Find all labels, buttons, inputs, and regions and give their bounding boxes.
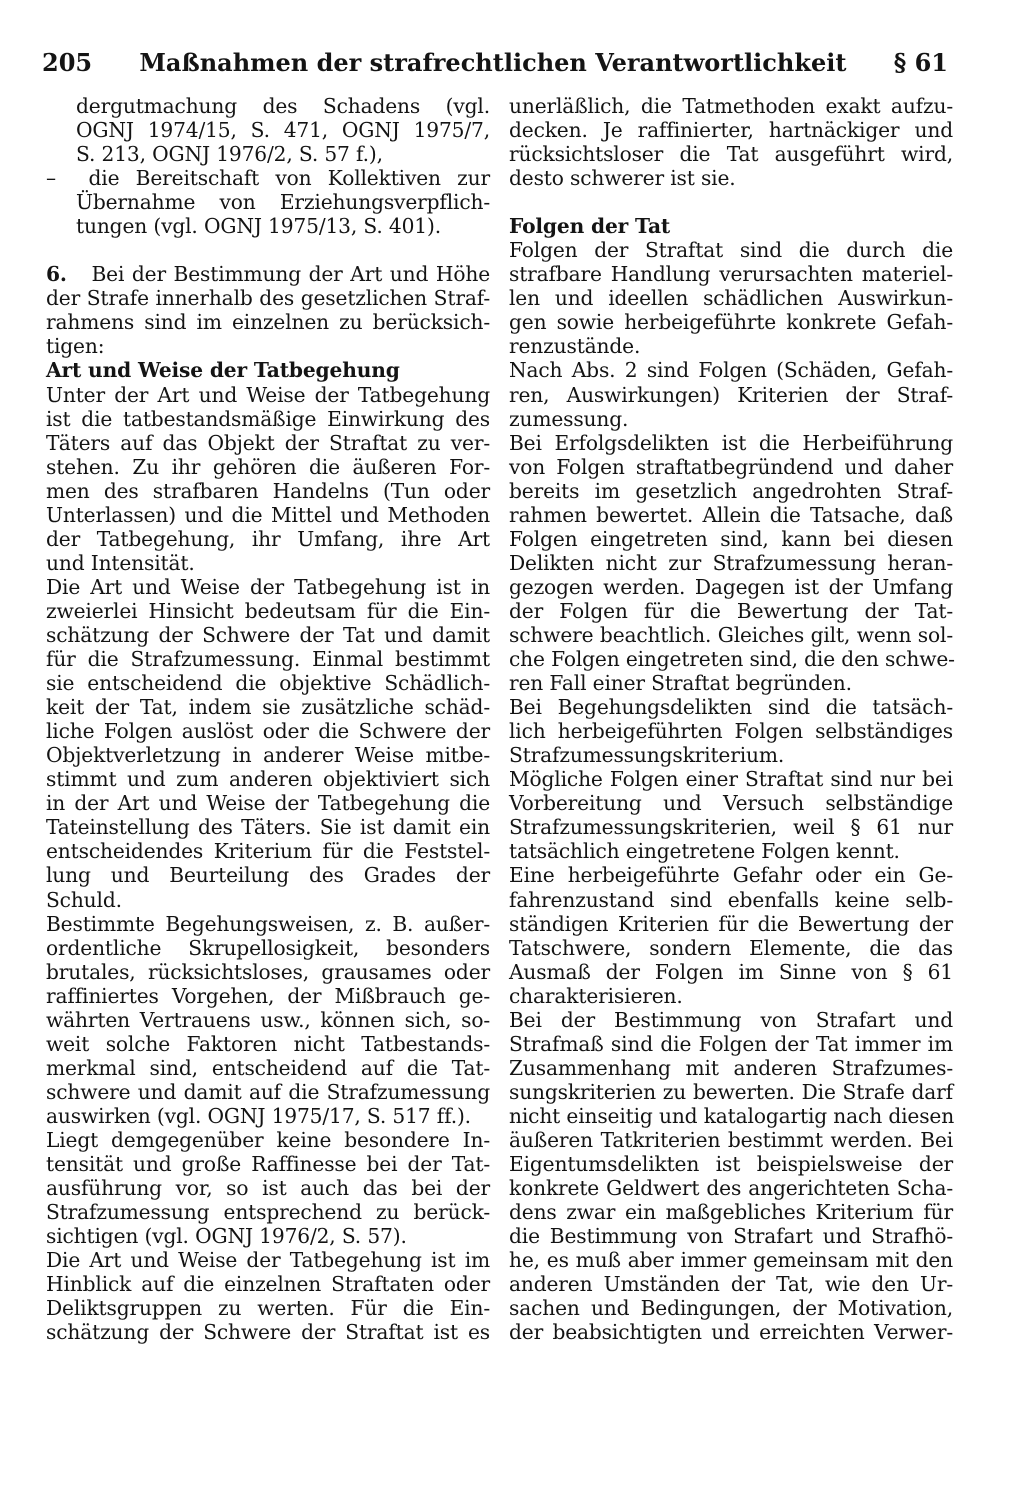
text-line: weit solche Faktoren nicht Tatbestands- xyxy=(46,1031,490,1056)
bullet-item xyxy=(46,166,490,238)
text-line: in der Art und Weise der Tatbegehung die xyxy=(46,791,490,816)
text-line: keit der Tat, indem sie zusätzliche schäd- xyxy=(46,695,490,720)
text-line: Die Art und Weise der Tatbegehung ist im xyxy=(46,1248,490,1273)
text-line: gezogen werden. Dagegen ist der Umfang xyxy=(509,574,953,599)
text-line: sichtigen (vgl. OGNJ 1976/2, S. 57). xyxy=(46,1224,407,1249)
text-line: konkrete Geldwert des angerichteten Scha- xyxy=(509,1176,953,1201)
text-line: Objektverletzung in anderer Weise mitbe- xyxy=(46,743,490,768)
text-line: der Folgen für die Bewertung der Tat- xyxy=(509,598,953,623)
text-line: che Folgen eingetreten sind, die den schwe- xyxy=(509,647,955,672)
text-line: Delikten nicht zur Strafzumessung heran- xyxy=(509,550,953,575)
text-line: zweierlei Hinsicht bedeutsam für die Ein- xyxy=(46,598,490,623)
left-column xyxy=(46,94,490,1344)
text-line: auswirken (vgl. OGNJ 1975/17, S. 517 ff.). xyxy=(46,1103,471,1128)
text-line: rahmens sind im einzelnen zu berücksich- xyxy=(46,310,490,335)
text-line: sie entscheidend die objektive Schädlich- xyxy=(46,671,490,696)
text-line: Übernahme von Erziehungsverpflich- xyxy=(76,190,490,215)
paragraph xyxy=(509,358,953,430)
running-header xyxy=(42,48,948,80)
text-line: der Tatbegehung, ihr Umfang, ihre Art xyxy=(46,526,490,551)
text-line: zumessung. xyxy=(509,406,629,431)
paragraph xyxy=(509,431,953,696)
text-line: sachen und Bedingungen, der Motivation, xyxy=(509,1296,953,1321)
text-line: Unterlassen) und die Mittel und Methoden xyxy=(46,502,490,527)
text-line: bereits im gesetzlich angedrohten Straf- xyxy=(509,478,953,503)
text-line: lung und Beurteilung des Grades der xyxy=(46,863,490,888)
text-line: schätzung der Schwere der Straftat ist es xyxy=(46,1320,490,1345)
text-line: ren Fall einer Straftat begründen. xyxy=(509,671,852,696)
bullet-item-continued xyxy=(46,94,490,166)
text-line: währten Vertrauens usw., können sich, so- xyxy=(46,1007,490,1032)
text-line: tungen (vgl. OGNJ 1975/13, S. 401). xyxy=(76,214,441,239)
text-line: Täters auf das Objekt der Straftat zu ver- xyxy=(46,430,490,455)
text-line: dens zwar ein maßgebliches Kriterium für xyxy=(509,1200,953,1225)
paragraph xyxy=(509,94,953,190)
running-title: Maßnahmen der strafrechtlichen Verantwortlichkeit xyxy=(139,48,847,77)
text-line: schwere beachtlich. Gleiches gilt, wenn sol- xyxy=(509,622,953,647)
text-line: tigen: xyxy=(46,334,105,359)
subheading-art-und-weise: Art und Weise der Tatbegehung xyxy=(46,358,400,383)
text-line: für die Strafzumessung. Einmal bestimmt xyxy=(46,647,490,672)
page-number: 205 xyxy=(42,48,93,77)
text-line: Deliktsgruppen zu werten. Für die Ein- xyxy=(46,1296,490,1321)
section-number: § 61 xyxy=(893,48,948,77)
text-line: Folgen eingetreten sind, kann bei diesen xyxy=(509,526,953,551)
text-line: S. 213, OGNJ 1976/2, S. 57 f.), xyxy=(76,142,383,167)
text-line: he, es muß aber immer gemeinsam mit den xyxy=(509,1248,953,1273)
text-line: ständigen Kriterien für die Bewertung der xyxy=(509,911,953,936)
text-line-content: Bei der Bestimmung der Art und Höhe xyxy=(91,262,490,287)
text-line: Die Art und Weise der Tatbegehung ist in xyxy=(46,574,490,599)
text-line: desto schwerer ist sie. xyxy=(509,166,736,191)
text-line: entscheidendes Kriterium für die Feststel- xyxy=(46,839,490,864)
text-line: ausführung vor, so ist auch das bei der xyxy=(46,1176,490,1201)
paragraph xyxy=(509,1008,953,1345)
text-line: liche Folgen auslöst oder die Schwere der xyxy=(46,719,490,744)
paragraph xyxy=(509,767,953,863)
text-line: Strafmaß sind die Folgen der Tat immer im xyxy=(509,1031,953,1056)
text-line: Tateinstellung des Täters. Sie ist damit ein xyxy=(46,815,490,840)
paragraph xyxy=(46,1248,490,1344)
text-line: – die Bereitschaft von Kollektiven zur xyxy=(46,166,490,191)
subheading-folgen-der-tat: Folgen der Tat xyxy=(509,214,671,239)
text-line: stehen. Zu ihr gehören die äußeren For- xyxy=(46,454,490,479)
text-line: merkmal sind, entscheidend auf die Tat- xyxy=(46,1055,490,1080)
text-line: und Intensität. xyxy=(46,550,195,575)
text-line: Hinblick auf die einzelnen Straftaten oder xyxy=(46,1272,490,1297)
paragraph xyxy=(509,695,953,767)
text-line: von Folgen straftatbegründend und daher xyxy=(509,454,953,479)
right-column xyxy=(509,94,953,1344)
text-line: dergutmachung des Schadens (vgl. xyxy=(76,94,490,118)
text-line: schätzung der Schwere der Tat und damit xyxy=(46,622,490,647)
paragraph-number: 6. xyxy=(46,262,92,287)
text-line: lich herbeigeführten Folgen selbständiges xyxy=(509,719,953,744)
text-line: OGNJ 1974/15, S. 471, OGNJ 1975/7, xyxy=(76,118,490,143)
text-line: der beabsichtigten und erreichten Verwer- xyxy=(509,1320,953,1345)
text-line: Eigentumsdelikten ist beispielsweise der xyxy=(509,1152,953,1177)
text-line: Bestimmte Begehungsweisen, z. B. außer- xyxy=(46,911,490,936)
text-line: rahmen bewertet. Allein die Tatsache, daß xyxy=(509,502,953,527)
text-line: rücksichtsloser die Tat ausgeführt wird, xyxy=(509,142,953,167)
paragraph xyxy=(509,863,953,1007)
paragraph-gap xyxy=(509,190,953,214)
text-line: Ausmaß der Folgen im Sinne von § 61 xyxy=(509,959,953,984)
paragraph xyxy=(46,383,490,575)
text-line: Folgen der Straftat sind die durch die xyxy=(509,238,953,263)
text-line: Unter der Art und Weise der Tatbegehung xyxy=(46,382,490,407)
text-line: die Bestimmung von Strafart und Strafhö- xyxy=(509,1224,953,1249)
text-line: charakterisieren. xyxy=(509,983,683,1008)
text-line: decken. Je raffinierter, hartnäckiger und xyxy=(509,118,953,143)
text-line: Mögliche Folgen einer Straftat sind nur bei xyxy=(509,767,953,792)
text-line: anderen Umständen der Tat, wie den Ur- xyxy=(509,1272,953,1297)
paragraph xyxy=(46,575,490,912)
text-line: ordentliche Skrupellosigkeit, besonders xyxy=(46,935,490,960)
text-line: sungskriterien zu bewerten. Die Strafe darf xyxy=(509,1079,953,1104)
paragraph-6 xyxy=(46,262,490,358)
text-line: brutales, rücksichtsloses, grausames oder xyxy=(46,959,490,984)
text-line: Vorbereitung und Versuch selbständige xyxy=(509,791,953,816)
text-line: nicht einseitig und katalogartig nach diesen xyxy=(509,1103,955,1128)
text-line: fahrenzustand sind ebenfalls keine selb- xyxy=(509,887,953,912)
text-line: ren, Auswirkungen) Kriterien der Straf- xyxy=(509,382,953,407)
paragraph xyxy=(46,912,490,1128)
text-line: schwere und damit auf die Strafzumessung xyxy=(46,1079,490,1104)
text-line: Strafzumessungskriterium. xyxy=(509,743,785,768)
text-line: stimmt und zum anderen objektiviert sich xyxy=(46,767,490,792)
text-line: Bei Erfolgsdelikten ist die Herbeiführung xyxy=(509,430,953,455)
text-line: Nach Abs. 2 sind Folgen (Schäden, Gefah- xyxy=(509,358,953,383)
paragraph xyxy=(509,238,953,358)
text-line: tatsächlich eingetretene Folgen kennt. xyxy=(509,839,900,864)
paragraph-gap xyxy=(46,238,490,262)
text-line: Strafzumessung entsprechend zu berück- xyxy=(46,1200,490,1225)
text-line xyxy=(46,262,490,286)
text-line: men des strafbaren Handelns (Tun oder xyxy=(46,478,490,503)
text-line: Bei Begehungsdelikten sind die tatsäch- xyxy=(509,695,953,720)
text-line: Zusammenhang mit anderen Strafzumes- xyxy=(509,1055,953,1080)
text-line: Strafzumessungskriterien, weil § 61 nur xyxy=(509,815,953,840)
text-line: Liegt demgegenüber keine besondere In- xyxy=(46,1127,490,1152)
text-line: tensität und große Raffinesse bei der Tat- xyxy=(46,1152,490,1177)
paragraph xyxy=(46,1128,490,1248)
text-line: äußeren Tatkriterien bestimmt werden. Bei xyxy=(509,1127,953,1152)
text-line: strafbare Handlung verursachten materiel- xyxy=(509,262,953,287)
text-line: unerläßlich, die Tatmethoden exakt aufzu- xyxy=(509,94,953,118)
text-line: raffiniertes Vorgehen, der Mißbrauch ge- xyxy=(46,983,490,1008)
text-line: Eine herbeigeführte Gefahr oder ein Ge- xyxy=(509,863,953,888)
text-line: len und ideellen schädlichen Auswirkun- xyxy=(509,286,953,311)
text-line: ist die tatbestandsmäßige Einwirkung des xyxy=(46,406,490,431)
text-line: renzustände. xyxy=(509,334,641,359)
text-line: gen sowie herbeigeführte konkrete Gefah- xyxy=(509,310,953,335)
text-line: Schuld. xyxy=(46,887,122,912)
text-line: Bei der Bestimmung von Strafart und xyxy=(509,1007,953,1032)
text-line: Tatschwere, sondern Elemente, die das xyxy=(509,935,953,960)
text-line: der Strafe innerhalb des gesetzlichen Straf- xyxy=(46,286,490,311)
